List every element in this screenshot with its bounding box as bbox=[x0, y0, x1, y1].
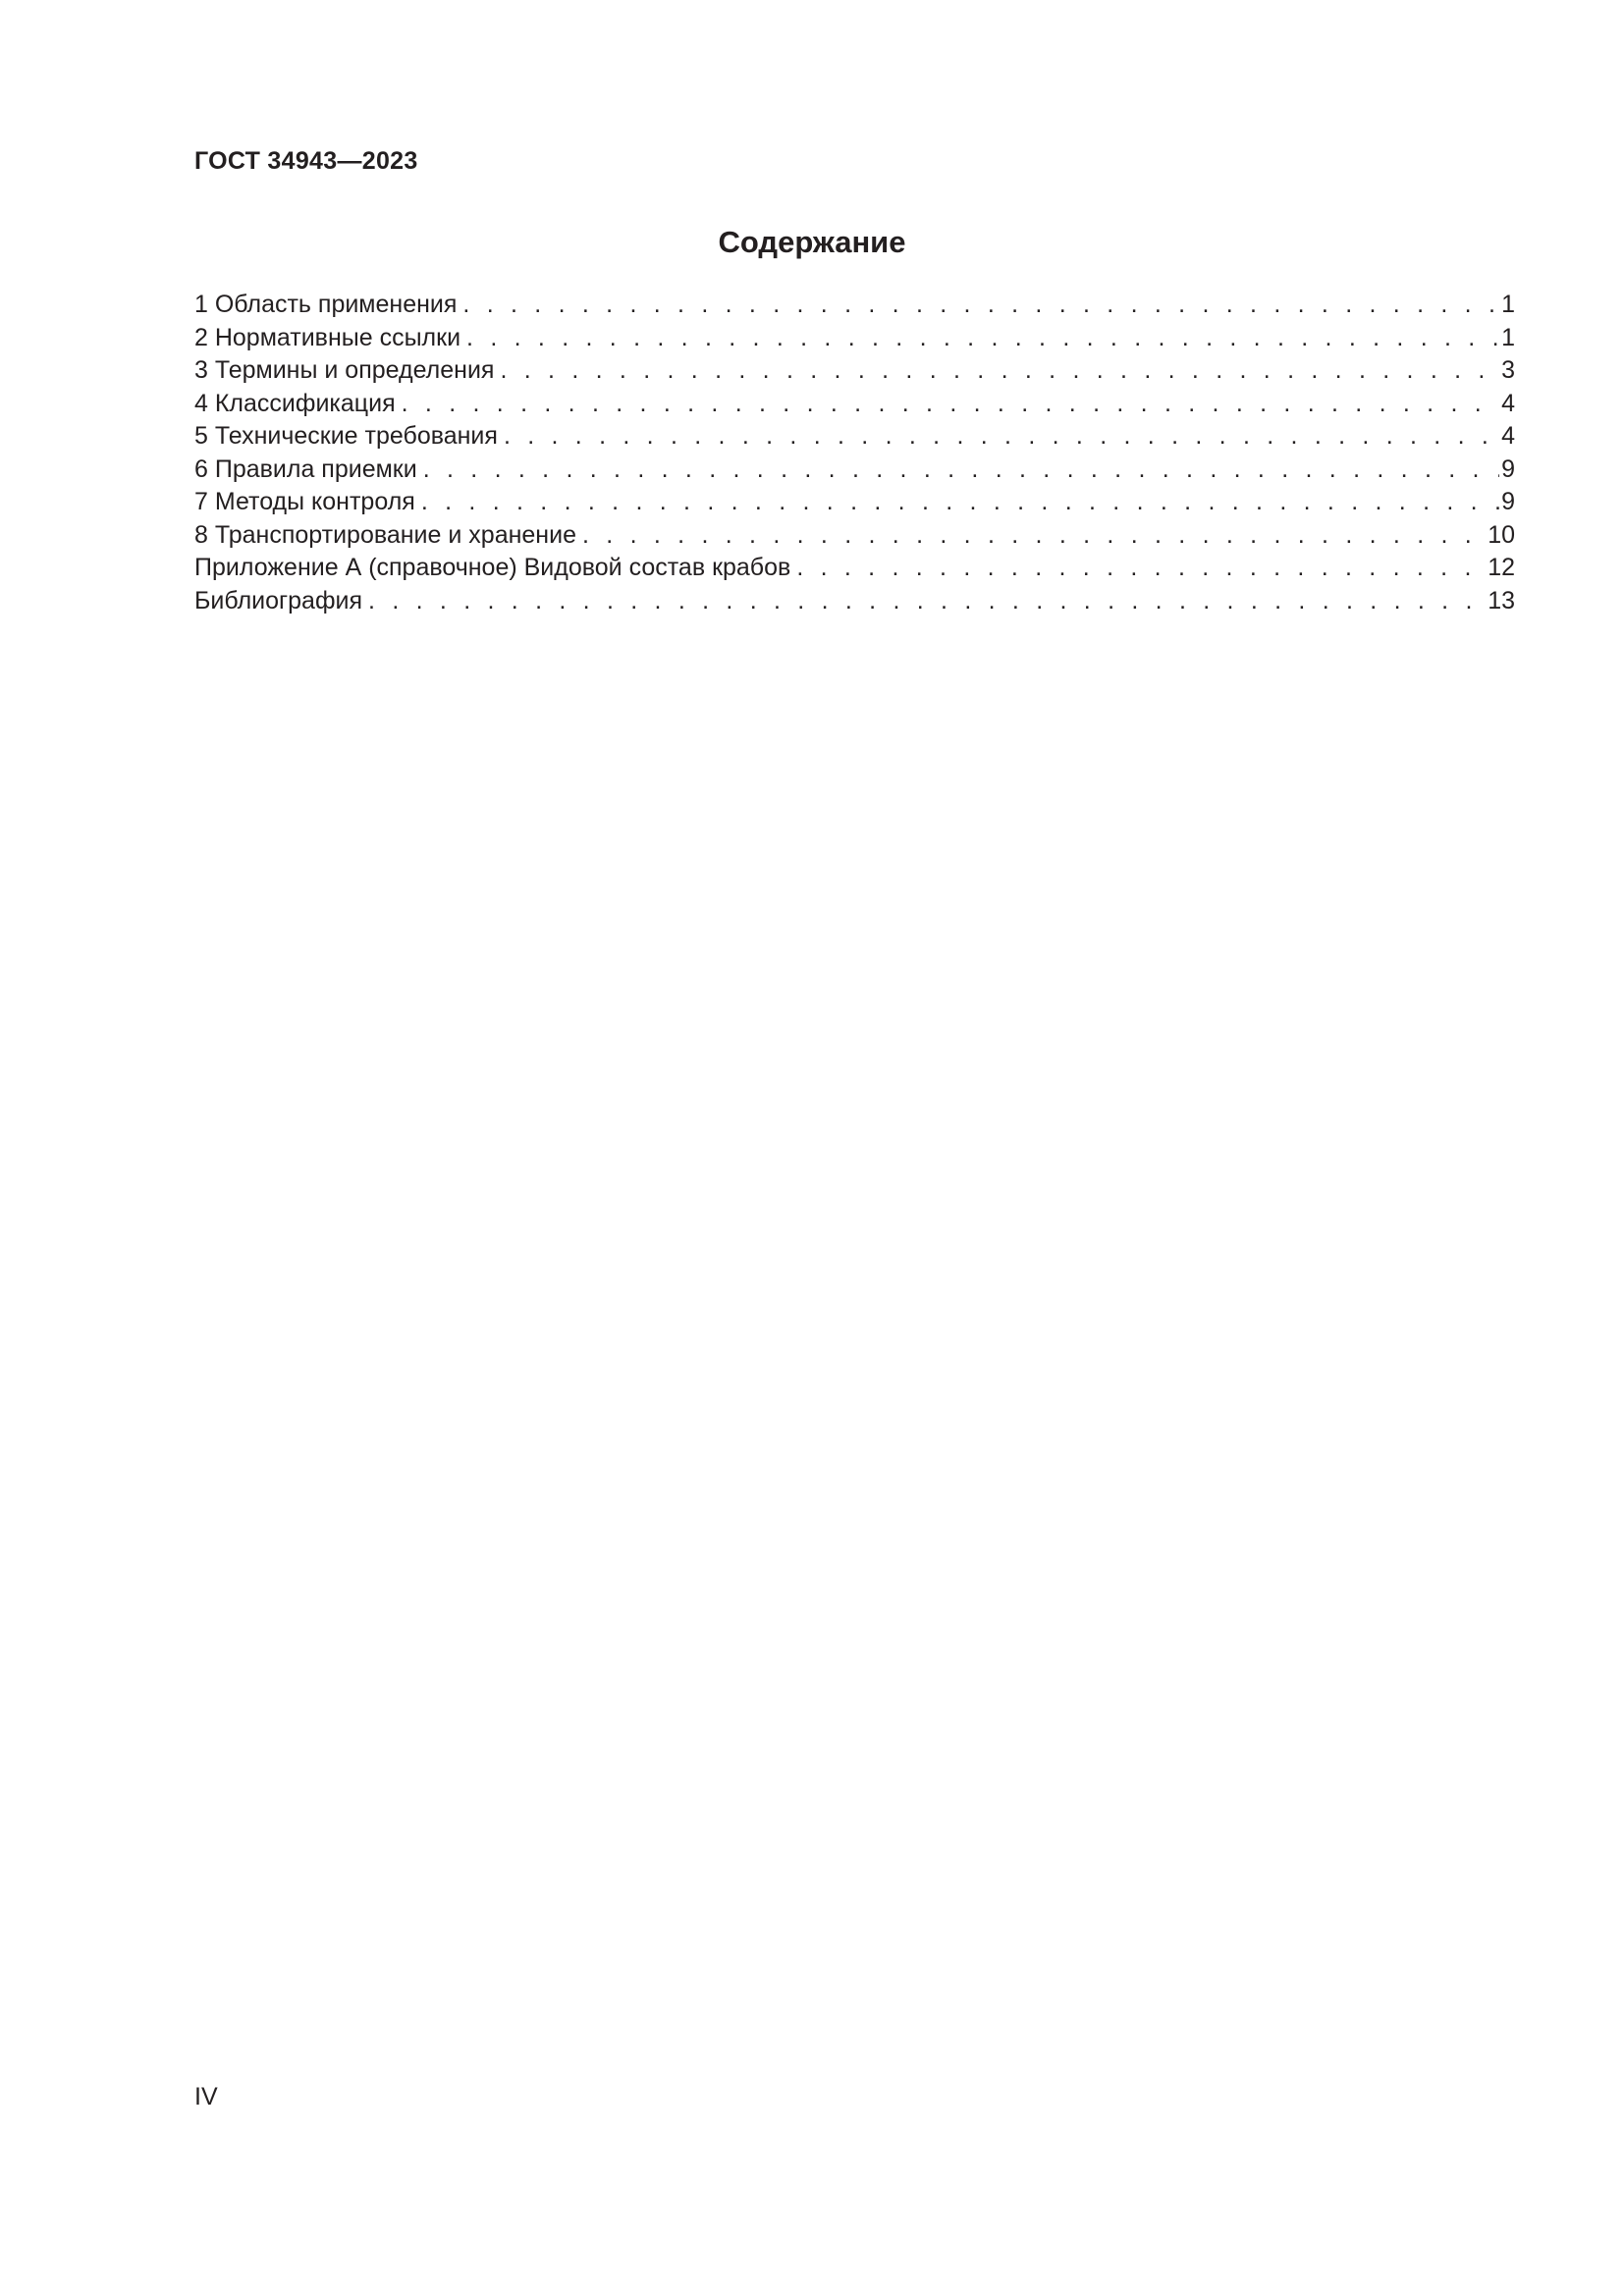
toc-entry-label: 6 Правила приемки bbox=[194, 454, 417, 483]
toc-entry-page: 3 bbox=[1501, 356, 1515, 384]
toc-entry-page: 4 bbox=[1501, 389, 1515, 417]
table-of-contents-title: Содержание bbox=[718, 225, 906, 259]
toc-entry-bibliography[interactable] bbox=[194, 585, 1515, 618]
toc-entry-page: 10 bbox=[1488, 520, 1515, 549]
toc-entry-page: 4 bbox=[1501, 422, 1515, 450]
toc-dot-leader bbox=[796, 552, 1486, 585]
toc-entry-acceptance-rules[interactable] bbox=[194, 454, 1515, 487]
toc-entry-label: 5 Технические требования bbox=[194, 422, 498, 450]
toc-dot-leader bbox=[368, 585, 1486, 618]
table-of-contents bbox=[194, 289, 1515, 617]
toc-dot-leader bbox=[466, 322, 1499, 355]
toc-entry-terms-definitions[interactable] bbox=[194, 354, 1515, 388]
toc-entry-label: 1 Область применения bbox=[194, 291, 458, 318]
toc-entry-transportation-storage[interactable] bbox=[194, 519, 1515, 553]
toc-entry-label: 8 Транспортирование и хранение bbox=[194, 520, 576, 549]
toc-entry-normative-references[interactable] bbox=[194, 322, 1515, 355]
toc-entry-classification[interactable] bbox=[194, 388, 1515, 421]
toc-entry-page: 9 bbox=[1501, 454, 1515, 483]
toc-dot-leader bbox=[402, 388, 1499, 421]
document-code: ГОСТ 34943—2023 bbox=[194, 147, 418, 175]
toc-dot-leader bbox=[462, 289, 1499, 322]
toc-entry-label: 3 Термины и определения bbox=[194, 356, 495, 384]
toc-entry-page: 12 bbox=[1488, 554, 1515, 581]
toc-entry-label: Библиография bbox=[194, 586, 363, 614]
page-number: IV bbox=[194, 2083, 218, 2110]
toc-entry-page: 1 bbox=[1501, 291, 1515, 318]
toc-dot-leader bbox=[423, 454, 1499, 487]
toc-entry-label: 7 Методы контроля bbox=[194, 488, 415, 515]
toc-entry-page: 13 bbox=[1488, 586, 1515, 614]
toc-entry-page: 9 bbox=[1501, 488, 1515, 515]
toc-entry-page: 1 bbox=[1501, 323, 1515, 351]
toc-entry-appendix-a[interactable] bbox=[194, 552, 1515, 585]
toc-dot-leader bbox=[421, 486, 1499, 519]
toc-dot-leader bbox=[582, 519, 1486, 553]
toc-entry-label: 4 Классификация bbox=[194, 389, 396, 417]
toc-dot-leader bbox=[500, 354, 1499, 388]
toc-entry-control-methods[interactable] bbox=[194, 486, 1515, 519]
toc-entry-scope[interactable] bbox=[194, 289, 1515, 322]
toc-entry-label: 2 Нормативные ссылки bbox=[194, 323, 461, 351]
toc-entry-label: Приложение А (справочное) Видовой состав крабов bbox=[194, 554, 791, 581]
toc-entry-technical-requirements[interactable] bbox=[194, 420, 1515, 454]
toc-dot-leader bbox=[504, 420, 1499, 454]
